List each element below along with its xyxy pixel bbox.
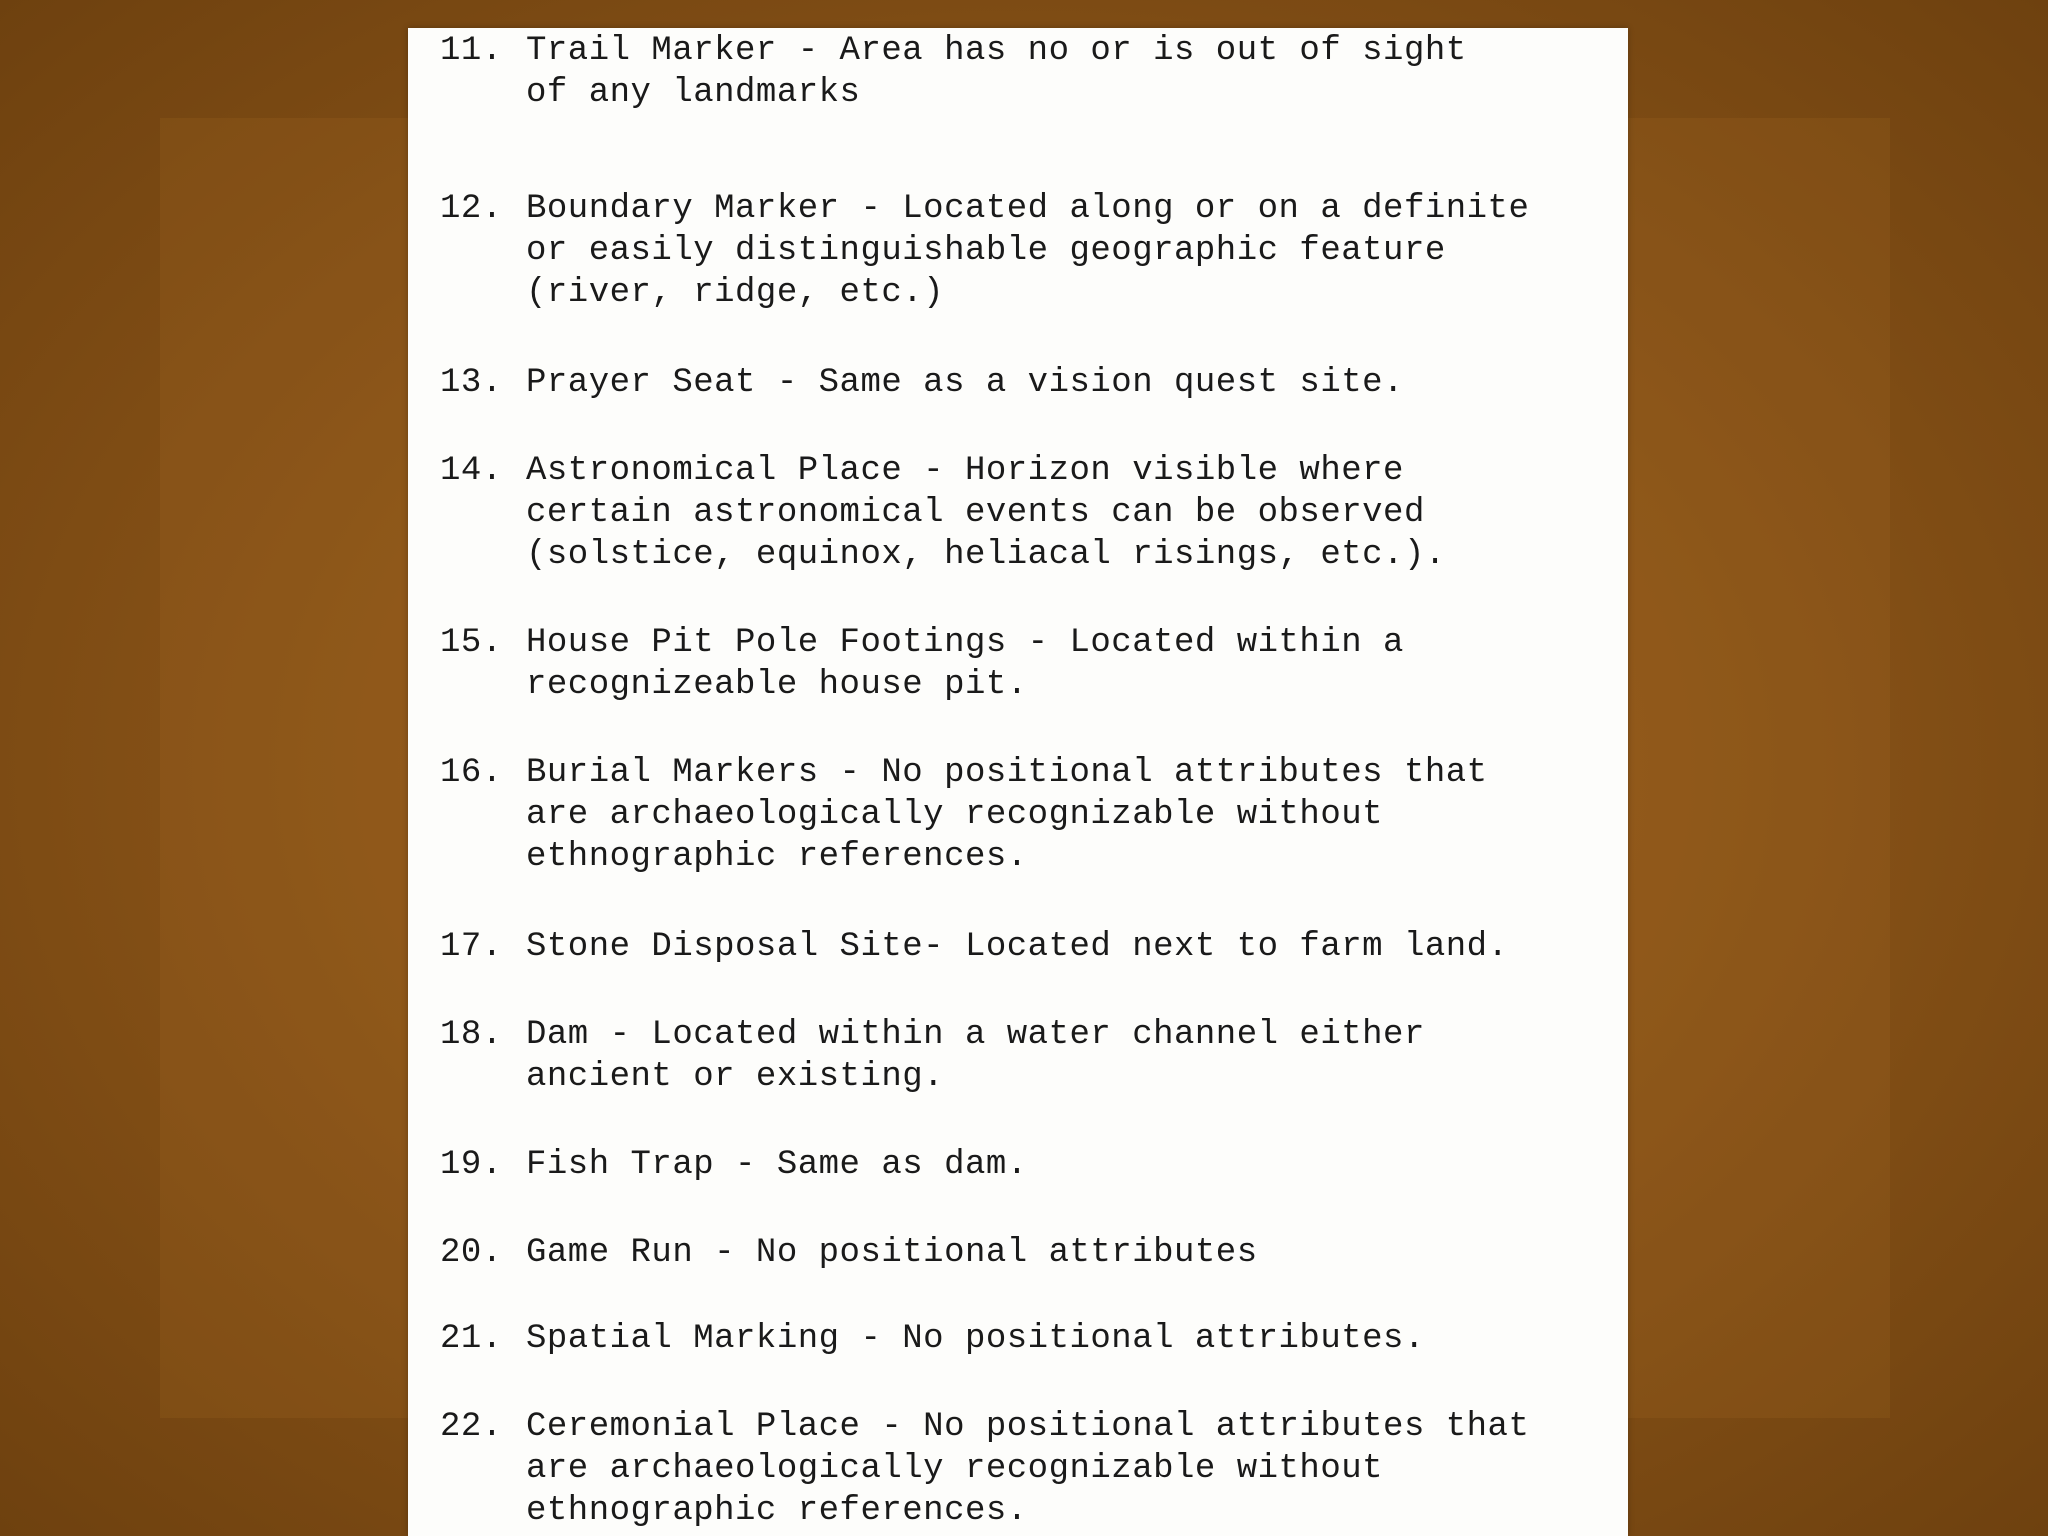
item-number: 20. xyxy=(440,1234,503,1272)
item-number: 19. xyxy=(440,1146,503,1184)
item-text: Boundary Marker - Located along or on a definite or easily distinguishable geographic feature (river, ridge, etc.) xyxy=(526,190,1530,312)
item-number: 11. xyxy=(440,32,503,70)
item-number: 13. xyxy=(440,364,503,402)
item-text: Spatial Marking - No positional attributes. xyxy=(526,1320,1425,1358)
item-text: Prayer Seat - Same as a vision quest site. xyxy=(526,364,1404,402)
item-number: 16. xyxy=(440,754,503,792)
item-number: 21. xyxy=(440,1320,503,1358)
item-number: 14. xyxy=(440,452,503,490)
item-number: 18. xyxy=(440,1016,503,1054)
item-text: Dam - Located within a water channel either ancient or existing. xyxy=(526,1016,1425,1096)
item-text: Fish Trap - Same as dam. xyxy=(526,1146,1028,1184)
site-type-list xyxy=(408,28,1628,1536)
item-text: Ceremonial Place - No positional attributes that are archaeologically recognizable without ethnographic references. xyxy=(526,1408,1530,1530)
item-text: Burial Markers - No positional attributes that are archaeologically recognizable without ethnographic references. xyxy=(526,754,1488,876)
item-text: House Pit Pole Footings - Located within a recognizeable house pit. xyxy=(526,624,1404,704)
item-text: Game Run - No positional attributes xyxy=(526,1234,1258,1272)
item-text: Astronomical Place - Horizon visible where certain astronomical events can be observed (solstice, equinox, heliacal risings, etc.). xyxy=(526,452,1446,574)
document-page xyxy=(408,28,1628,1536)
item-number: 22. xyxy=(440,1408,503,1446)
item-number: 12. xyxy=(440,190,503,228)
item-number: 17. xyxy=(440,928,503,966)
item-number: 15. xyxy=(440,624,503,662)
item-text: Stone Disposal Site- Located next to farm land. xyxy=(526,928,1509,966)
item-text: Trail Marker - Area has no or is out of sight of any landmarks xyxy=(526,32,1467,112)
